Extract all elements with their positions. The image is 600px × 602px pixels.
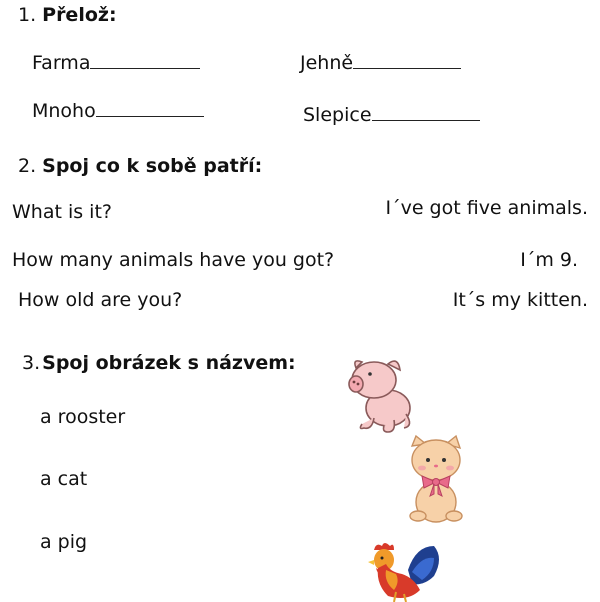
answer-blank[interactable] <box>353 52 461 69</box>
question-3: How old are you? <box>18 289 183 311</box>
cat-illustration[interactable] <box>404 436 470 524</box>
answer-blank[interactable] <box>96 100 204 117</box>
match-word-cat: a cat <box>40 468 88 490</box>
section-2-heading <box>18 155 262 177</box>
section-2-number: 2. <box>18 155 37 177</box>
translate-item-slepice <box>303 104 480 126</box>
answer-blank[interactable] <box>372 104 480 121</box>
section-2-title: Spoj co k sobě patří: <box>42 155 263 177</box>
match-word-rooster: a rooster <box>40 406 126 428</box>
question-2: How many animals have you got? <box>12 249 335 271</box>
section-3-heading <box>22 352 296 374</box>
translate-word: Mnoho <box>32 100 96 122</box>
section-3-title: Spoj obrázek s názvem: <box>42 352 296 374</box>
section-1-number: 1. <box>18 4 37 26</box>
section-3-number: 3. <box>22 352 41 374</box>
translate-item-mnoho <box>32 100 204 122</box>
pig-illustration[interactable] <box>344 356 420 436</box>
translate-item-farma <box>32 52 200 74</box>
section-1-title: Přelož: <box>42 4 117 26</box>
translate-item-jehne <box>300 52 461 74</box>
answer-2: I´m 9. <box>520 249 578 271</box>
answer-blank[interactable] <box>90 52 200 69</box>
section-1-heading <box>18 4 117 26</box>
question-1: What is it? <box>12 201 112 223</box>
match-word-pig: a pig <box>40 531 88 553</box>
answer-3: It´s my kitten. <box>452 289 588 311</box>
translate-word: Slepice <box>303 104 372 126</box>
answer-1: I´ve got five animals. <box>385 197 588 219</box>
rooster-illustration[interactable] <box>368 540 444 602</box>
translate-word: Farma <box>32 52 91 74</box>
translate-word: Jehně <box>300 52 354 74</box>
